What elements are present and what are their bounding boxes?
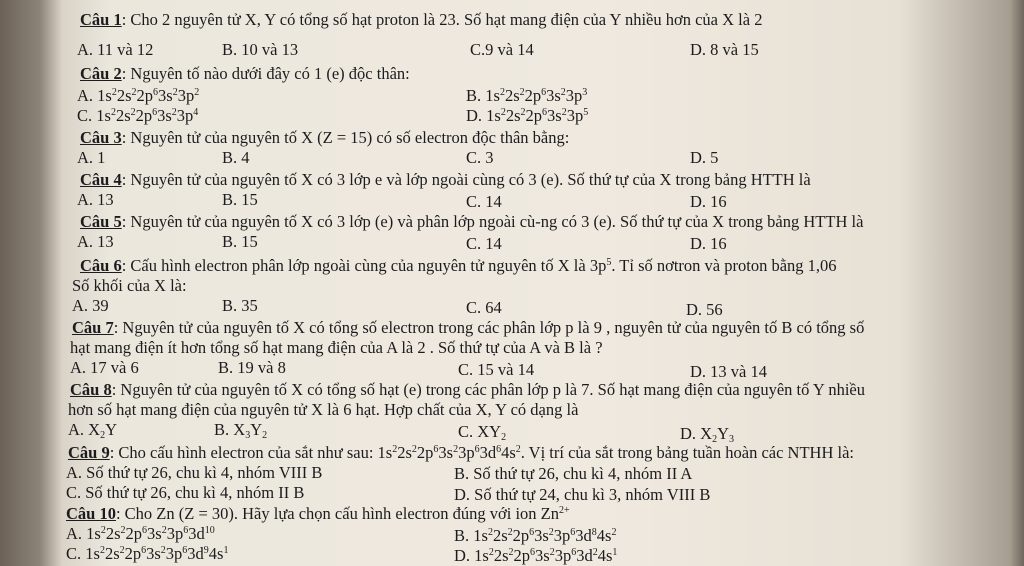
superscript: 2 — [171, 107, 177, 118]
question-7-line-2: hạt mang điện ít hơn tổng số hạt mang điện của A là 2 . Số thứ tự của A và B là ? — [70, 338, 603, 357]
subscript: 2 — [262, 430, 268, 441]
formula-text: 3s — [535, 546, 550, 565]
formula-text: 1s — [474, 546, 489, 565]
superscript: 2 — [119, 545, 125, 556]
superscript: 2 — [392, 444, 398, 455]
option-a: A. 17 và 6 — [70, 358, 139, 377]
subscript: 3 — [245, 430, 251, 441]
formula-text: 3p — [177, 86, 195, 105]
formula-text: 3s — [438, 443, 454, 462]
formula-text: 2p — [135, 106, 153, 125]
formula-text: 3s — [547, 106, 562, 125]
formula-text: 2p — [524, 86, 542, 105]
option-label: A. — [77, 86, 98, 105]
superscript: 8 — [591, 527, 597, 538]
superscript: 6 — [141, 545, 147, 556]
formula-text: 3p — [553, 526, 571, 545]
option-label: B. — [466, 86, 486, 105]
formula-text: 2p — [125, 524, 143, 543]
superscript: 2 — [161, 525, 167, 536]
formula-text: 2s — [493, 546, 509, 565]
option-b: B. 19 và 8 — [218, 358, 286, 377]
option-d — [454, 546, 617, 566]
formula-text: 3d — [479, 443, 497, 462]
question-text: : Nguyên tử của nguyên tố X có tổng số electron trong các phân lớp p là 9 , nguyên tử của nguyên tố B có tổng số — [113, 318, 865, 337]
formula-text: 1s — [485, 86, 500, 105]
formula-text: 3p — [565, 86, 583, 105]
question-text-continued: . Vị trí của sắt trong bảng tuần hoàn các NTHH là: — [520, 443, 854, 462]
formula-text: 3p — [458, 443, 475, 462]
formula-text: 1s — [85, 544, 100, 563]
formula-text: 2s — [116, 86, 132, 105]
question-2 — [80, 64, 410, 84]
formula-text: 3s — [146, 544, 161, 563]
option-a: A. Số thứ tự 26, chu kì 4, nhóm VIII B — [66, 463, 323, 482]
superscript: 6 — [474, 444, 480, 455]
question-number: Câu 2 — [80, 64, 122, 83]
superscript: 6 — [182, 545, 188, 556]
option-b: B. 35 — [222, 296, 258, 315]
question-number: Câu 5 — [80, 212, 122, 231]
formula-text: 2s — [105, 524, 121, 543]
option-label: C. — [458, 422, 478, 441]
superscript: 2 — [120, 525, 126, 536]
option-label: A. — [68, 420, 89, 439]
superscript: 2 — [499, 87, 505, 98]
formula-text: 1s — [96, 106, 111, 125]
option-a: A. 11 và 12 — [77, 40, 154, 59]
option-d: D. 5 — [690, 148, 719, 167]
superscript: 2 — [508, 547, 514, 558]
formula-text: 2p — [124, 544, 142, 563]
question-8-line-2: hơn số hạt mang điện của nguyên tử X là 6 hạt. Hợp chất của X, Y có dạng là — [68, 400, 579, 419]
formula-text: 1s — [473, 526, 488, 545]
option-d: D. 8 và 15 — [690, 40, 759, 59]
superscript: 2 — [110, 107, 116, 118]
superscript: 5 — [606, 257, 612, 268]
superscript: 2 — [130, 107, 136, 118]
option-c: C. 64 — [466, 298, 502, 317]
formula-text: 1s — [86, 524, 101, 543]
formula-text: 3d — [188, 524, 205, 543]
option-a: A. 13 — [77, 232, 114, 251]
option-label: D. — [466, 106, 487, 125]
option-d: D. 16 — [690, 234, 727, 253]
superscript: 6 — [433, 444, 439, 455]
superscript: 3 — [582, 87, 588, 98]
option-label: D. — [454, 546, 475, 565]
formula-text: 3s — [157, 106, 172, 125]
question-text-continued: . Tỉ số nơtron và proton bằng 1,06 — [611, 256, 837, 275]
superscript: 4 — [193, 107, 199, 118]
option-b: B. 10 và 13 — [222, 40, 299, 59]
question-3 — [80, 128, 569, 148]
option-b: B. 15 — [222, 190, 258, 209]
option-a: A. 39 — [72, 296, 109, 315]
superscript: 6 — [496, 444, 502, 455]
option-a — [77, 86, 199, 106]
superscript: 1 — [223, 545, 229, 556]
formula-text: 2s — [397, 443, 412, 462]
formula-text: 3p — [554, 546, 572, 565]
superscript: 2 — [520, 107, 526, 118]
superscript: 6 — [570, 527, 576, 538]
formula-text: 1s — [486, 106, 501, 125]
formula-text: 2s — [505, 106, 521, 125]
formula-text: 1s — [97, 86, 112, 105]
question-number: Câu 1 — [80, 10, 122, 29]
question-text: : Nguyên tố nào dưới đây có 1 (e) độc thân: — [121, 64, 410, 83]
formula-text: Y — [717, 424, 730, 443]
superscript: 2 — [131, 87, 137, 98]
option-b — [466, 86, 587, 106]
superscript: 1 — [612, 547, 618, 558]
formula-text: 4s — [208, 544, 224, 563]
option-b: B. 4 — [222, 148, 250, 167]
superscript: 2 — [548, 527, 554, 538]
question-number: Câu 10 — [66, 504, 116, 523]
superscript: 2 — [549, 547, 555, 558]
formula-text: Y — [250, 420, 263, 439]
superscript: 2+ — [559, 505, 570, 516]
option-c: C. 14 — [466, 192, 502, 211]
superscript: 2 — [100, 525, 106, 536]
formula-text: XY — [477, 422, 502, 441]
question-1 — [80, 10, 762, 30]
question-6-line-2: Số khối của X là: — [72, 276, 187, 295]
option-c: C. Số thứ tự 26, chu kì 4, nhóm II B — [66, 483, 305, 502]
option-label: C. — [66, 544, 86, 563]
question-4 — [80, 170, 811, 190]
question-text: : Cấu hình electron phân lớp ngoài cùng của nguyên tử nguyên tố X là 3p — [121, 256, 607, 275]
formula-text: Y — [105, 420, 118, 439]
formula-text: 3d — [576, 546, 593, 565]
option-c: C.9 và 14 — [470, 40, 534, 59]
superscript: 2 — [561, 107, 567, 118]
question-10 — [66, 504, 570, 524]
subscript: 3 — [729, 434, 735, 445]
superscript: 2 — [560, 87, 566, 98]
superscript: 6 — [152, 107, 158, 118]
option-label: C. — [77, 106, 97, 125]
superscript: 6 — [183, 525, 189, 536]
question-text: : Cho 2 nguyên tử X, Y có tổng số hạt proton là 23. Số hạt mang điện của Y nhiều hơn của X là 2 — [121, 10, 763, 29]
superscript: 2 — [519, 87, 525, 98]
superscript: 2 — [487, 527, 493, 538]
formula-text: 2p — [513, 546, 531, 565]
formula-text: 2s — [115, 106, 131, 125]
question-number: Câu 3 — [80, 128, 122, 147]
option-d: D. 13 và 14 — [690, 362, 767, 381]
option-a — [66, 524, 215, 544]
formula-text: 3p — [176, 106, 194, 125]
formula-text: 4s — [596, 526, 612, 545]
question-text: : Nguyên tử của nguyên tố X (Z = 15) có số electron độc thân bằng: — [121, 128, 570, 147]
option-d: D. 56 — [686, 300, 723, 319]
option-label: B. — [214, 420, 234, 439]
superscript: 6 — [529, 527, 535, 538]
option-c — [77, 106, 198, 126]
superscript: 2 — [172, 87, 178, 98]
formula-text: 2p — [525, 106, 543, 125]
option-a: A. 13 — [77, 190, 114, 209]
option-label: D. — [680, 424, 701, 443]
question-number: Câu 7 — [72, 318, 114, 337]
option-a: A. 1 — [77, 148, 106, 167]
question-text: : Nguyên tử của nguyên tố X có tổng số hạt (e) trong các phân lớp p là 7. Số hạt mang điện của nguyên tố Y nhiều — [111, 380, 865, 399]
question-7 — [72, 318, 864, 338]
question-number: Câu 6 — [80, 256, 122, 275]
formula-text: 3p — [165, 544, 183, 563]
option-c — [458, 422, 506, 442]
option-c: C. 15 và 14 — [458, 360, 535, 379]
question-text: : Nguyên tử của nguyên tố X có 3 lớp e và lớp ngoài cùng có 3 (e). Số thứ tự của X trong bảng HTTH là — [121, 170, 811, 189]
option-c — [66, 544, 228, 564]
superscript: 6 — [153, 87, 159, 98]
question-9 — [68, 443, 854, 463]
option-d — [466, 106, 588, 126]
formula-text: 4s — [501, 443, 516, 462]
formula-text: 2s — [504, 86, 520, 105]
superscript: 2 — [111, 87, 117, 98]
question-6 — [80, 256, 837, 276]
subscript: 2 — [712, 434, 718, 445]
superscript: 2 — [507, 527, 513, 538]
electron-configuration — [378, 443, 521, 462]
superscript: 2 — [160, 545, 166, 556]
option-b: B. Số thứ tự 26, chu kì 4, nhóm II A — [454, 464, 693, 483]
question-number: Câu 8 — [70, 380, 112, 399]
superscript: 10 — [204, 525, 215, 536]
formula-text: 2p — [416, 443, 434, 462]
superscript: 6 — [142, 525, 148, 536]
option-d: D. Số thứ tự 24, chu kì 3, nhóm VIII B — [454, 485, 711, 504]
superscript: 2 — [611, 527, 617, 538]
superscript: 2 — [453, 444, 459, 455]
formula-text: 3s — [158, 86, 173, 105]
formula-text: X — [233, 420, 246, 439]
superscript: 2 — [515, 444, 521, 455]
option-d: D. 16 — [690, 192, 727, 211]
option-a — [68, 420, 117, 440]
question-text: : Nguyên tử của nguyên tố X có 3 lớp (e) và phân lớp ngoài cù-ng có 3 (e). Số thứ tự của X trong bảng HTTH là — [121, 212, 864, 231]
formula-text: 3s — [534, 526, 549, 545]
question-text: : Cho Zn (Z = 30). Hãy lựa chọn cấu hình electron đúng với ion Zn — [115, 504, 560, 523]
formula-text: 3d — [187, 544, 204, 563]
superscript: 6 — [530, 547, 536, 558]
superscript: 2 — [500, 107, 506, 118]
superscript: 6 — [541, 87, 547, 98]
superscript: 2 — [488, 547, 494, 558]
formula-text: 3d — [575, 526, 592, 545]
option-label: B. — [454, 526, 474, 545]
question-8 — [70, 380, 865, 400]
option-c: C. 3 — [466, 148, 494, 167]
superscript: 2 — [99, 545, 105, 556]
formula-text: 2p — [512, 526, 530, 545]
superscript: 6 — [571, 547, 577, 558]
formula-text: 2s — [492, 526, 508, 545]
formula-text: 3p — [566, 106, 584, 125]
formula-text: 2p — [136, 86, 154, 105]
option-c: C. 14 — [466, 234, 502, 253]
option-b — [214, 420, 267, 440]
superscript: 9 — [203, 545, 209, 556]
option-b: B. 15 — [222, 232, 258, 251]
question-number: Câu 9 — [68, 443, 110, 462]
formula-text: 3s — [546, 86, 561, 105]
formula-text: X — [88, 420, 101, 439]
formula-text: 2s — [104, 544, 120, 563]
superscript: 5 — [583, 107, 589, 118]
subscript: 2 — [501, 432, 507, 443]
superscript: 6 — [542, 107, 548, 118]
question-number: Câu 4 — [80, 170, 122, 189]
formula-text: 3p — [166, 524, 184, 543]
superscript: 2 — [411, 444, 417, 455]
option-label: A. — [66, 524, 87, 543]
formula-text: X — [700, 424, 713, 443]
question-text: : Cho cấu hình electron của sắt như sau: — [109, 443, 378, 462]
superscript: 2 — [592, 547, 598, 558]
formula-text: 1s — [377, 443, 393, 462]
superscript: 2 — [194, 87, 200, 98]
formula-text: 4s — [597, 546, 613, 565]
option-d — [680, 424, 734, 444]
formula-text: 3s — [147, 524, 162, 543]
subscript: 2 — [100, 430, 106, 441]
option-b — [454, 526, 616, 546]
question-5 — [80, 212, 863, 232]
